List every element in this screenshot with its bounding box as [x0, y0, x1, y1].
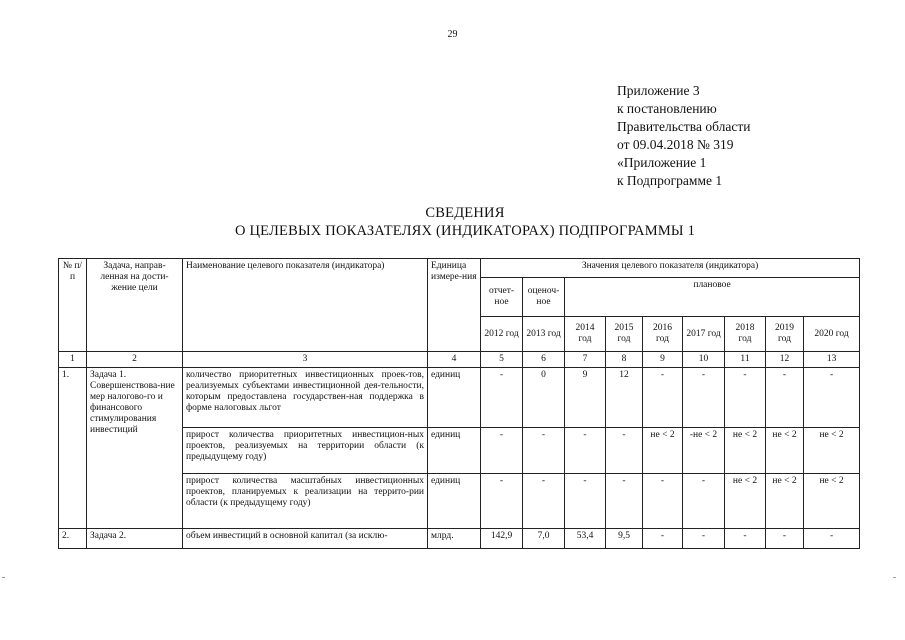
column-number: 11	[725, 352, 766, 368]
header-estimated: оценоч-ное	[523, 278, 565, 317]
header-year: 2015 год	[606, 317, 643, 352]
row-value: 9,5	[606, 529, 643, 549]
table-row	[59, 529, 860, 549]
row-value: не < 2	[643, 428, 683, 474]
row-value: -	[683, 368, 725, 428]
row-value: -	[481, 368, 523, 428]
row-value: не < 2	[804, 428, 860, 474]
header-year: 2017 год	[683, 317, 725, 352]
column-number: 7	[565, 352, 606, 368]
appendix-block	[617, 82, 750, 190]
scan-mark: ˗	[893, 571, 896, 581]
column-number: 10	[683, 352, 725, 368]
header-year: 2012 год	[481, 317, 523, 352]
row-number: 1.	[59, 368, 87, 529]
row-value: не < 2	[804, 474, 860, 529]
row-value: 7,0	[523, 529, 565, 549]
appendix-line: от 09.04.2018 № 319	[617, 137, 734, 152]
column-number: 9	[643, 352, 683, 368]
header-year: 2020 год	[804, 317, 860, 352]
column-number: 1	[59, 352, 87, 368]
row-value: -	[725, 368, 766, 428]
row-value: -	[683, 529, 725, 549]
row-value: -не < 2	[683, 428, 725, 474]
row-indicator: прирост количества приоритетных инвестицион-ных проектов, реализуемых на территории области (к предыдущему году)	[183, 428, 428, 474]
row-value: -	[643, 474, 683, 529]
document-subtitle: О ЦЕЛЕВЫХ ПОКАЗАТЕЛЯХ (ИНДИКАТОРАХ) ПОДПРОГРАММЫ 1	[234, 223, 696, 239]
column-number: 2	[87, 352, 183, 368]
row-indicator: прирост количества масштабных инвестиционных проектов, планируемых к реализации на террито-рии области (к предыдущему году)	[183, 474, 428, 529]
row-value: -	[766, 529, 804, 549]
row-unit: единиц	[428, 474, 481, 529]
row-unit: единиц	[428, 368, 481, 428]
column-numbers-row	[59, 352, 860, 368]
row-value: -	[725, 529, 766, 549]
column-number: 13	[804, 352, 860, 368]
column-number: 12	[766, 352, 804, 368]
header-year: 2018 год	[725, 317, 766, 352]
appendix-line: Правительства области	[617, 119, 751, 134]
appendix-line: Приложение 3	[617, 83, 700, 98]
row-value: -	[766, 368, 804, 428]
header-unit: Единица измере-ния	[428, 259, 481, 352]
table-row	[59, 368, 860, 428]
row-indicator: количество приоритетных инвестиционных проек-тов, реализуемых субъектами инвестиционной дея-тельности, которым предоставлена государствен-ная поддержка в форме налоговых льгот	[183, 368, 428, 428]
row-task: Задача 2.	[87, 529, 183, 549]
row-number: 2.	[59, 529, 87, 549]
indicators-table	[58, 258, 860, 549]
column-number: 3	[183, 352, 428, 368]
row-unit: единиц	[428, 428, 481, 474]
row-value: не < 2	[725, 474, 766, 529]
page-number: 29	[447, 29, 458, 40]
row-task: Задача 1. Совершенствова-ние мер налогово-го и финансового стимулирования инвестиций	[87, 368, 183, 529]
header-values: Значения целевого показателя (индикатора)	[481, 259, 860, 278]
row-value: не < 2	[766, 428, 804, 474]
row-value: -	[523, 428, 565, 474]
column-number: 4	[428, 352, 481, 368]
row-unit: млрд.	[428, 529, 481, 549]
header-row	[59, 259, 860, 278]
row-value: 53,4	[565, 529, 606, 549]
header-task: Задача, направ-ленная на дости-жение цели	[87, 259, 183, 352]
row-value: -	[481, 428, 523, 474]
column-number: 5	[481, 352, 523, 368]
row-value: 142,9	[481, 529, 523, 549]
scan-mark: ˗	[2, 571, 5, 581]
header-year: 2019 год	[766, 317, 804, 352]
row-value: 12	[606, 368, 643, 428]
header-planned: плановое	[565, 278, 860, 317]
row-value: -	[606, 428, 643, 474]
row-value: не < 2	[766, 474, 804, 529]
row-value: 0	[523, 368, 565, 428]
row-value: -	[643, 368, 683, 428]
row-indicator: объем инвестиций в основной капитал (за исклю-	[183, 529, 428, 549]
row-value: не < 2	[725, 428, 766, 474]
header-num: № п/п	[59, 259, 87, 352]
row-value: -	[606, 474, 643, 529]
row-value: -	[565, 428, 606, 474]
document-title: СВЕДЕНИЯ	[425, 205, 505, 221]
row-value: -	[804, 368, 860, 428]
row-value: -	[565, 474, 606, 529]
row-value: -	[643, 529, 683, 549]
appendix-line: к Подпрограмме 1	[617, 173, 723, 188]
header-year: 2013 год	[523, 317, 565, 352]
row-value: 9	[565, 368, 606, 428]
header-year: 2014 год	[565, 317, 606, 352]
header-year: 2016 год	[643, 317, 683, 352]
appendix-line: к постановлению	[617, 101, 717, 116]
row-value: -	[683, 474, 725, 529]
header-indicator: Наименование целевого показателя (индикатора)	[183, 259, 428, 352]
appendix-line: «Приложение 1	[617, 155, 707, 170]
column-number: 6	[523, 352, 565, 368]
header-reported: отчет-ное	[481, 278, 523, 317]
row-value: -	[804, 529, 860, 549]
row-value: -	[523, 474, 565, 529]
row-value: -	[481, 474, 523, 529]
column-number: 8	[606, 352, 643, 368]
